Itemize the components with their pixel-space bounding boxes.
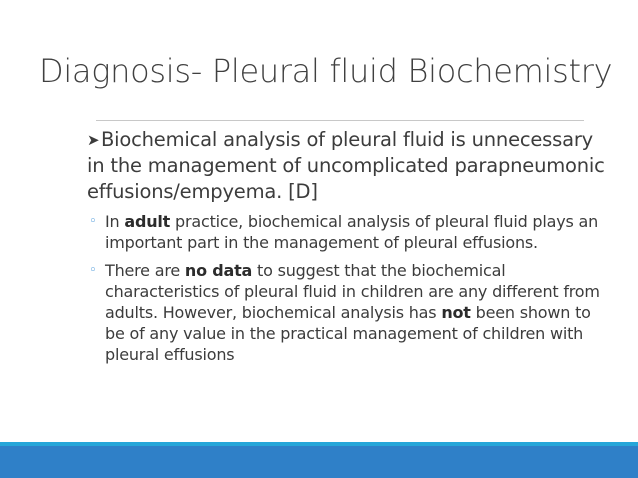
main-bullet: [87, 127, 607, 205]
slide-content: [87, 127, 607, 372]
sub-bullet-text-end: practice, biochemical analysis of pleural fluid plays an important part in the management of pleural effusions.: [105, 212, 599, 252]
sub-bullet-text-start: There are: [105, 261, 185, 280]
sub-bullet-bold-text: no data: [184, 261, 253, 280]
sub-bullet-item: [87, 260, 607, 365]
footer-bar: [0, 446, 638, 478]
main-bullet-text: Biochemical analysis of pleural fluid is unnecessary in the management of uncomplicated parapneumonic effusions/empyema. [D]: [87, 128, 605, 203]
sub-bullet-text-start: In: [105, 212, 125, 231]
ring-bullet-icon: ◦: [89, 214, 97, 229]
sub-bullet-text-middle: to suggest that the biochemical characteristics of pleural fluid in children are any different from adults. However, biochemical analysis has: [105, 261, 600, 322]
sub-bullet-bold-text-2: not: [441, 303, 471, 322]
arrow-bullet-icon: ➤: [87, 131, 100, 149]
sub-bullet-item: [87, 211, 607, 253]
sub-bullet-bold-text: adult: [124, 212, 171, 231]
slide-title: Diagnosis- Pleural fluid Biochemistry: [39, 52, 613, 90]
sub-bullet-list: [87, 211, 607, 365]
title-divider: [96, 120, 584, 121]
sub-bullet-text-end: been shown to be of any value in the practical management of children with pleural effusions: [105, 303, 591, 364]
ring-bullet-icon: ◦: [89, 263, 97, 278]
